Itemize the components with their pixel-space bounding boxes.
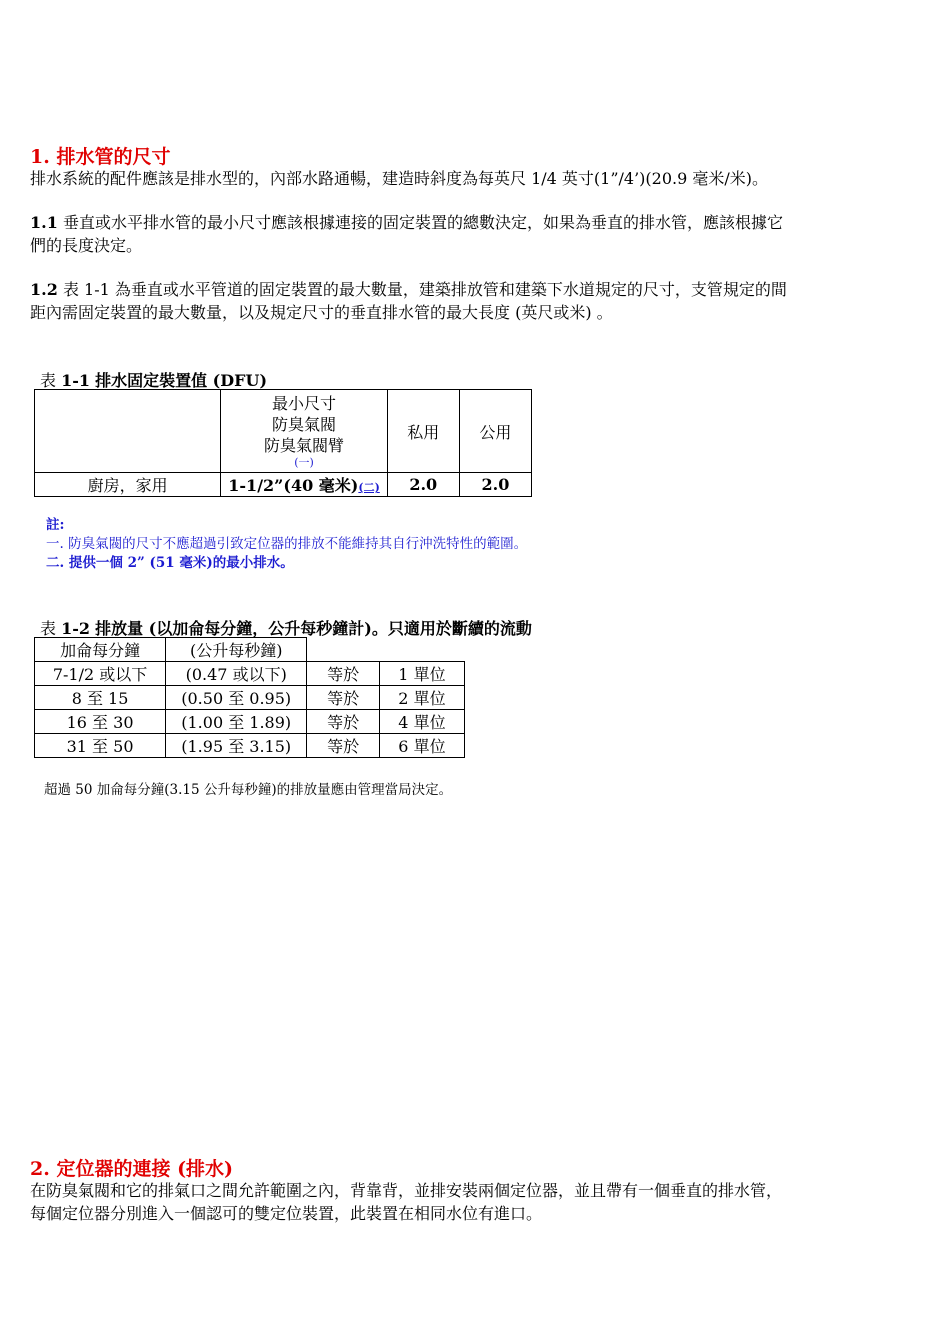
table2-cell-eq: 等於 [307, 662, 380, 686]
paragraph-1-1 [30, 211, 783, 257]
paragraph-1-1-line2: 們的長度決定。 [30, 236, 143, 255]
table2-cell-unit: 4 單位 [379, 710, 464, 734]
table1-notes [46, 516, 527, 573]
paragraph-1-1-number: 1.1 [30, 213, 58, 232]
table2-header-row [35, 638, 465, 662]
table1-caption-text: 排水固定裝置值 (DFU) [95, 371, 268, 390]
table1-caption-prefix: 表 [40, 371, 57, 390]
section2-heading: 2. 定位器的連接 (排水) [30, 1158, 234, 1180]
paragraph-1-2 [30, 278, 787, 324]
table2-cell-eq: 等於 [307, 734, 380, 758]
table1-note-2: 二. 提供一個 2” (51 毫米)的最小排水。 [46, 555, 294, 571]
table2-header-empty-2 [379, 638, 464, 662]
section2-body [30, 1179, 782, 1225]
table1-notes-label: 註: [46, 517, 65, 533]
table2-cell-lps: (1.00 至 1.89) [166, 710, 307, 734]
table2-cell-gpm: 31 至 50 [35, 734, 166, 758]
section1-intro: 排水系統的配件應該是排水型的，內部水路通暢，建造時斜度為每英尺 1/4 英寸(1”/4’)(20.9 毫米/米)。 [30, 169, 769, 188]
table2 [34, 637, 465, 758]
table1-cell-public: 2.0 [459, 473, 531, 497]
table-row [35, 662, 465, 686]
table2-header-gpm: 加侖每分鐘 [35, 638, 166, 662]
table-row [35, 710, 465, 734]
table2-cell-unit: 2 單位 [379, 686, 464, 710]
table1-header-size-line3: 防臭氣閥臂 [264, 435, 345, 455]
table2-cell-gpm: 7-1/2 或以下 [35, 662, 166, 686]
table1-header-empty [35, 390, 221, 473]
table1-header-size-line1: 最小尺寸 [272, 393, 337, 413]
table2-header-lps: (公升每秒鐘) [166, 638, 307, 662]
table2-footnote: 超過 50 加侖每分鐘(3.15 公升每秒鐘)的排放量應由管理當局決定。 [44, 782, 453, 798]
table2-caption-number: 1-2 [61, 619, 91, 638]
table2-caption [40, 616, 532, 639]
table1-header-size [221, 390, 387, 473]
table1-caption [40, 368, 267, 391]
table1-header-private: 私用 [387, 390, 459, 473]
table1-cell-private: 2.0 [387, 473, 459, 497]
table1-cell-name: 廚房，家用 [35, 473, 221, 497]
table1-caption-number: 1-1 [61, 371, 91, 390]
section1-heading: 1. 排水管的尺寸 [30, 146, 171, 168]
table1-header-row [35, 390, 532, 473]
table1-header-public: 公用 [459, 390, 531, 473]
section2-line1: 在防臭氣閥和它的排氣口之間允許範圍之內，背靠背，並排安裝兩個定位器，並且帶有一個垂直的排水管， [30, 1181, 783, 1200]
table-row [35, 734, 465, 758]
table-row [35, 473, 532, 497]
table2-header-empty-1 [307, 638, 380, 662]
section2-line2: 每個定位器分別進入一個認可的雙定位裝置，此裝置在相同水位有進口。 [30, 1204, 543, 1223]
paragraph-1-2-line1: 表 1-1 為垂直或水平管道的固定裝置的最大數量，建築排放管和建築下水道規定的尺寸，支管規定的間 [62, 280, 787, 299]
paragraph-1-2-number: 1.2 [30, 280, 58, 299]
table1-note-1: 一. 防臭氣閥的尺寸不應超過引致定位器的排放不能維持其自行沖洗特性的範圍。 [46, 536, 528, 552]
table1-header-size-line2: 防臭氣閥 [272, 414, 337, 434]
table2-cell-eq: 等於 [307, 710, 380, 734]
table2-cell-gpm: 16 至 30 [35, 710, 166, 734]
table2-cell-lps: (1.95 至 3.15) [166, 734, 307, 758]
table1-header-note-ref: (一) [294, 455, 314, 469]
table2-cell-unit: 1 單位 [379, 662, 464, 686]
table1 [34, 389, 532, 497]
table2-cell-lps: (0.50 至 0.95) [166, 686, 307, 710]
table2-cell-gpm: 8 至 15 [35, 686, 166, 710]
table2-caption-prefix: 表 [40, 619, 57, 638]
paragraph-1-2-line2: 距內需固定裝置的最大數量，以及規定尺寸的垂直排水管的最大長度 (英尺或米) 。 [30, 303, 613, 322]
table1-cell-size-note-ref: (二) [358, 481, 380, 494]
paragraph-1-1-line1: 垂直或水平排水管的最小尺寸應該根據連接的固定裝置的總數決定，如果為垂直的排水管，應該根據它 [62, 213, 783, 232]
table2-cell-unit: 6 單位 [379, 734, 464, 758]
table1-cell-size-value: 1-1/2”(40 毫米) [228, 476, 359, 495]
table2-cell-lps: (0.47 或以下) [166, 662, 307, 686]
table2-caption-text: 排放量 (以加侖每分鐘，公升每秒鐘計)。只適用於斷續的流動 [95, 619, 532, 638]
table2-cell-eq: 等於 [307, 686, 380, 710]
table-row [35, 686, 465, 710]
table1-cell-size [221, 473, 387, 497]
